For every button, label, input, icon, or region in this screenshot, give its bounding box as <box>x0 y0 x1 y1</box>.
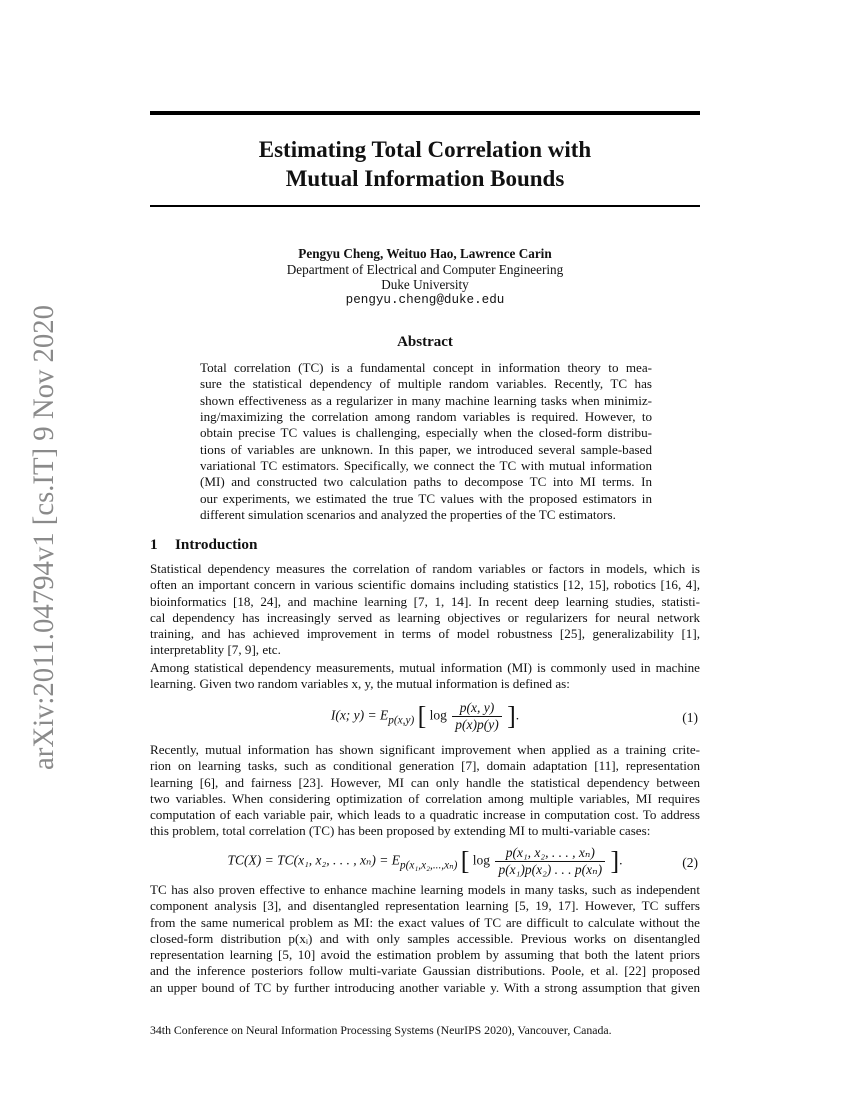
arxiv-identifier-stamp <box>8 300 68 780</box>
abstract-line: tions of variables are unknown. In this paper, we introduced several sample-based <box>200 441 652 457</box>
paragraph-line: and the inference posteriors follow multi-variate Gaussian distributions. Poole, et al. [22] proposed <box>150 963 700 979</box>
paragraph-line: learning [6], and fairness [23]. However, MI can only handle the statistical dependency between <box>150 774 700 790</box>
paragraph-line: Recently, mutual information has shown significant improvement when applied as a training crite- <box>150 742 700 757</box>
equation-1-numerator: p(x, y) <box>452 700 501 717</box>
intro-paragraph-3 <box>150 742 700 840</box>
abstract-line: variational TC estimators. Specifically, we connect the TC with mutual information <box>200 458 652 474</box>
paragraph-line: learning. Given two random variables x, y, the mutual information is defined as: <box>150 676 570 692</box>
abstract-line: obtain precise TC values is challenging, especially when the closed-form distribu- <box>200 425 652 441</box>
equation-2-numerator: p(x₁, x₂, . . . , xₙ) <box>495 845 605 862</box>
author-department: Department of Electrical and Computer Engineering <box>286 261 564 277</box>
paragraph-line: training, and has achieved improvement in terms of model robustness [25], generalizability [1], <box>150 626 700 641</box>
intro-paragraph-4 <box>150 882 700 996</box>
equation-1-log: log <box>429 707 447 723</box>
title-line-2: Mutual Information Bounds <box>285 166 565 191</box>
paragraph-line: interpretablity [7, 9], etc. <box>150 642 281 658</box>
equation-1-subscript: p(x,y) <box>388 714 415 727</box>
paragraph-line: Statistical dependency measures the correlation of random variables or factors in models, which is <box>150 561 700 576</box>
equation-1-denominator: p(x)p(y) <box>455 717 499 732</box>
equation-1-number: (1) <box>682 710 698 725</box>
paragraph-line: from the same numerical problem as MI: the exact values of TC are difficult to calculate without the <box>150 914 700 930</box>
right-bracket: ] <box>507 701 516 731</box>
equation-2 <box>150 845 700 879</box>
left-bracket: [ <box>460 846 470 876</box>
abstract-body <box>200 360 652 523</box>
section-heading-introduction <box>150 536 257 554</box>
title-bottom-rule <box>150 205 700 207</box>
equation-1 <box>150 700 700 734</box>
conference-footnote: 34th Conference on Neural Information Processing Systems (NeurIPS 2020), Vancouver, Canada. <box>150 1023 612 1037</box>
equation-2-subscript: p(x₁,x₂,...,xₙ) <box>400 859 458 872</box>
abstract-line: Total correlation (TC) is a fundamental concept in information theory to mea- <box>200 360 652 375</box>
equation-2-expression: TC(X) = TC(x₁, x₂, . . . , $x_n) = E_{p(x_1,x_2,...,x_n)}$ [ log $\frac{\text{p(x₁, x₂, . . . , xₙ)}}{\text{p(x₁)p(x₂) . . . p(xₙ)}}$ ]. <box>227 845 623 877</box>
title-line-1: Estimating Total Correlation with <box>258 137 592 162</box>
equation-2-number: (2) <box>682 855 698 870</box>
intro-paragraph-2 <box>150 660 700 693</box>
abstract-line: sure the statistical dependency of multiple random variables. Recently, TC has <box>200 376 652 392</box>
paragraph-line: cal dependency has increasingly served as learning objectives or regularizers for neural network <box>150 609 700 625</box>
paragraph-line: rion on learning tasks, such as conditional generation [7], domain adaptation [11], representation <box>150 758 700 774</box>
equation-2-log: log <box>472 852 491 868</box>
paragraph-line: bioinformatics [18, 24], and machine learning [7, 1, 14]. In recent deep learning studies, statisti- <box>150 593 700 609</box>
paragraph-line: component analysis [3], and disentangled representation learning [5, 19, 17]. However, TC suffers <box>150 898 700 914</box>
paragraph-line: Among statistical dependency measurements, mutual information (MI) is commonly used in machine <box>150 660 700 675</box>
abstract-line: shown effectiveness as a regularizer in many machine learning tasks when minimiz- <box>200 392 652 408</box>
equation-2-denominator: p(x₁)p(x₂) . . . p(xₙ) <box>498 862 603 877</box>
author-university: Duke University <box>381 277 469 292</box>
abstract-line: (MI) and constructed two calculation paths to decompose TC into MI terms. In <box>200 474 652 490</box>
abstract-heading: Abstract <box>397 334 453 350</box>
equation-1-fraction <box>452 700 501 733</box>
abstract-line: our experiments, we estimated the true TC values with the proposed estimators in <box>200 490 652 506</box>
paragraph-line: computation of each variable pair, which leads to a quadratic increase in computation cost. To address <box>150 807 700 822</box>
paragraph-line: this problem, total correlation (TC) has been proposed by extending MI to multi-variable cases: <box>150 823 651 839</box>
author-block <box>150 246 700 308</box>
section-number: 1 <box>150 536 158 553</box>
abstract-line: different simulation scenarios and analyzed the properties of the TC estimators. <box>200 507 616 523</box>
equation-2-lhs: TC(X) = TC(x₁, x₂, . . . , xₙ) = E <box>227 852 401 868</box>
section-title: Introduction <box>175 536 258 553</box>
arxiv-stamp-text: arXiv:2011.04794v1 [cs.IT] 9 Nov 2020 <box>27 300 60 770</box>
author-email: pengyu.cheng@duke.edu <box>345 292 505 307</box>
paragraph-line: representation learning [5, 10] avoid the estimation problem by assuming that both the latent priors <box>150 947 700 962</box>
left-bracket: [ <box>417 701 427 731</box>
paper-title <box>150 135 700 193</box>
equation-1-expression: I(x; $y) = E_{p(x,y)}$ [ log $\frac{p(x, y)}{p(x)p(y)}$ ]. <box>330 700 520 732</box>
intro-paragraph-1 <box>150 561 700 659</box>
paragraph-line: closed-form distribution p(xᵢ) and with only samples accessible. Previous works on disentangled <box>150 930 700 946</box>
paragraph-line: an upper bound of TC by further introducing another variable y. With a strong assumption that given <box>150 979 700 995</box>
paragraph-line: TC has also proven effective to enhance machine learning models in many tasks, such as independent <box>150 882 700 897</box>
paragraph-line: often an important concern in various scientific domains including statistics [12, 15], robotics [16, 4], <box>150 577 700 593</box>
equation-2-fraction <box>495 845 605 878</box>
equation-1-lhs: I(x; y) = E <box>330 707 389 723</box>
abstract-line: ing/maximizing the correlation among random variables is required. However, to <box>200 409 652 425</box>
author-names: Pengyu Cheng, Weituo Hao, Lawrence Carin <box>298 246 552 261</box>
right-bracket: ] <box>610 846 620 876</box>
title-top-rule <box>150 111 700 115</box>
paragraph-line: two variables. When considering optimization of correlation among multiple variables, MI requires <box>150 790 700 806</box>
